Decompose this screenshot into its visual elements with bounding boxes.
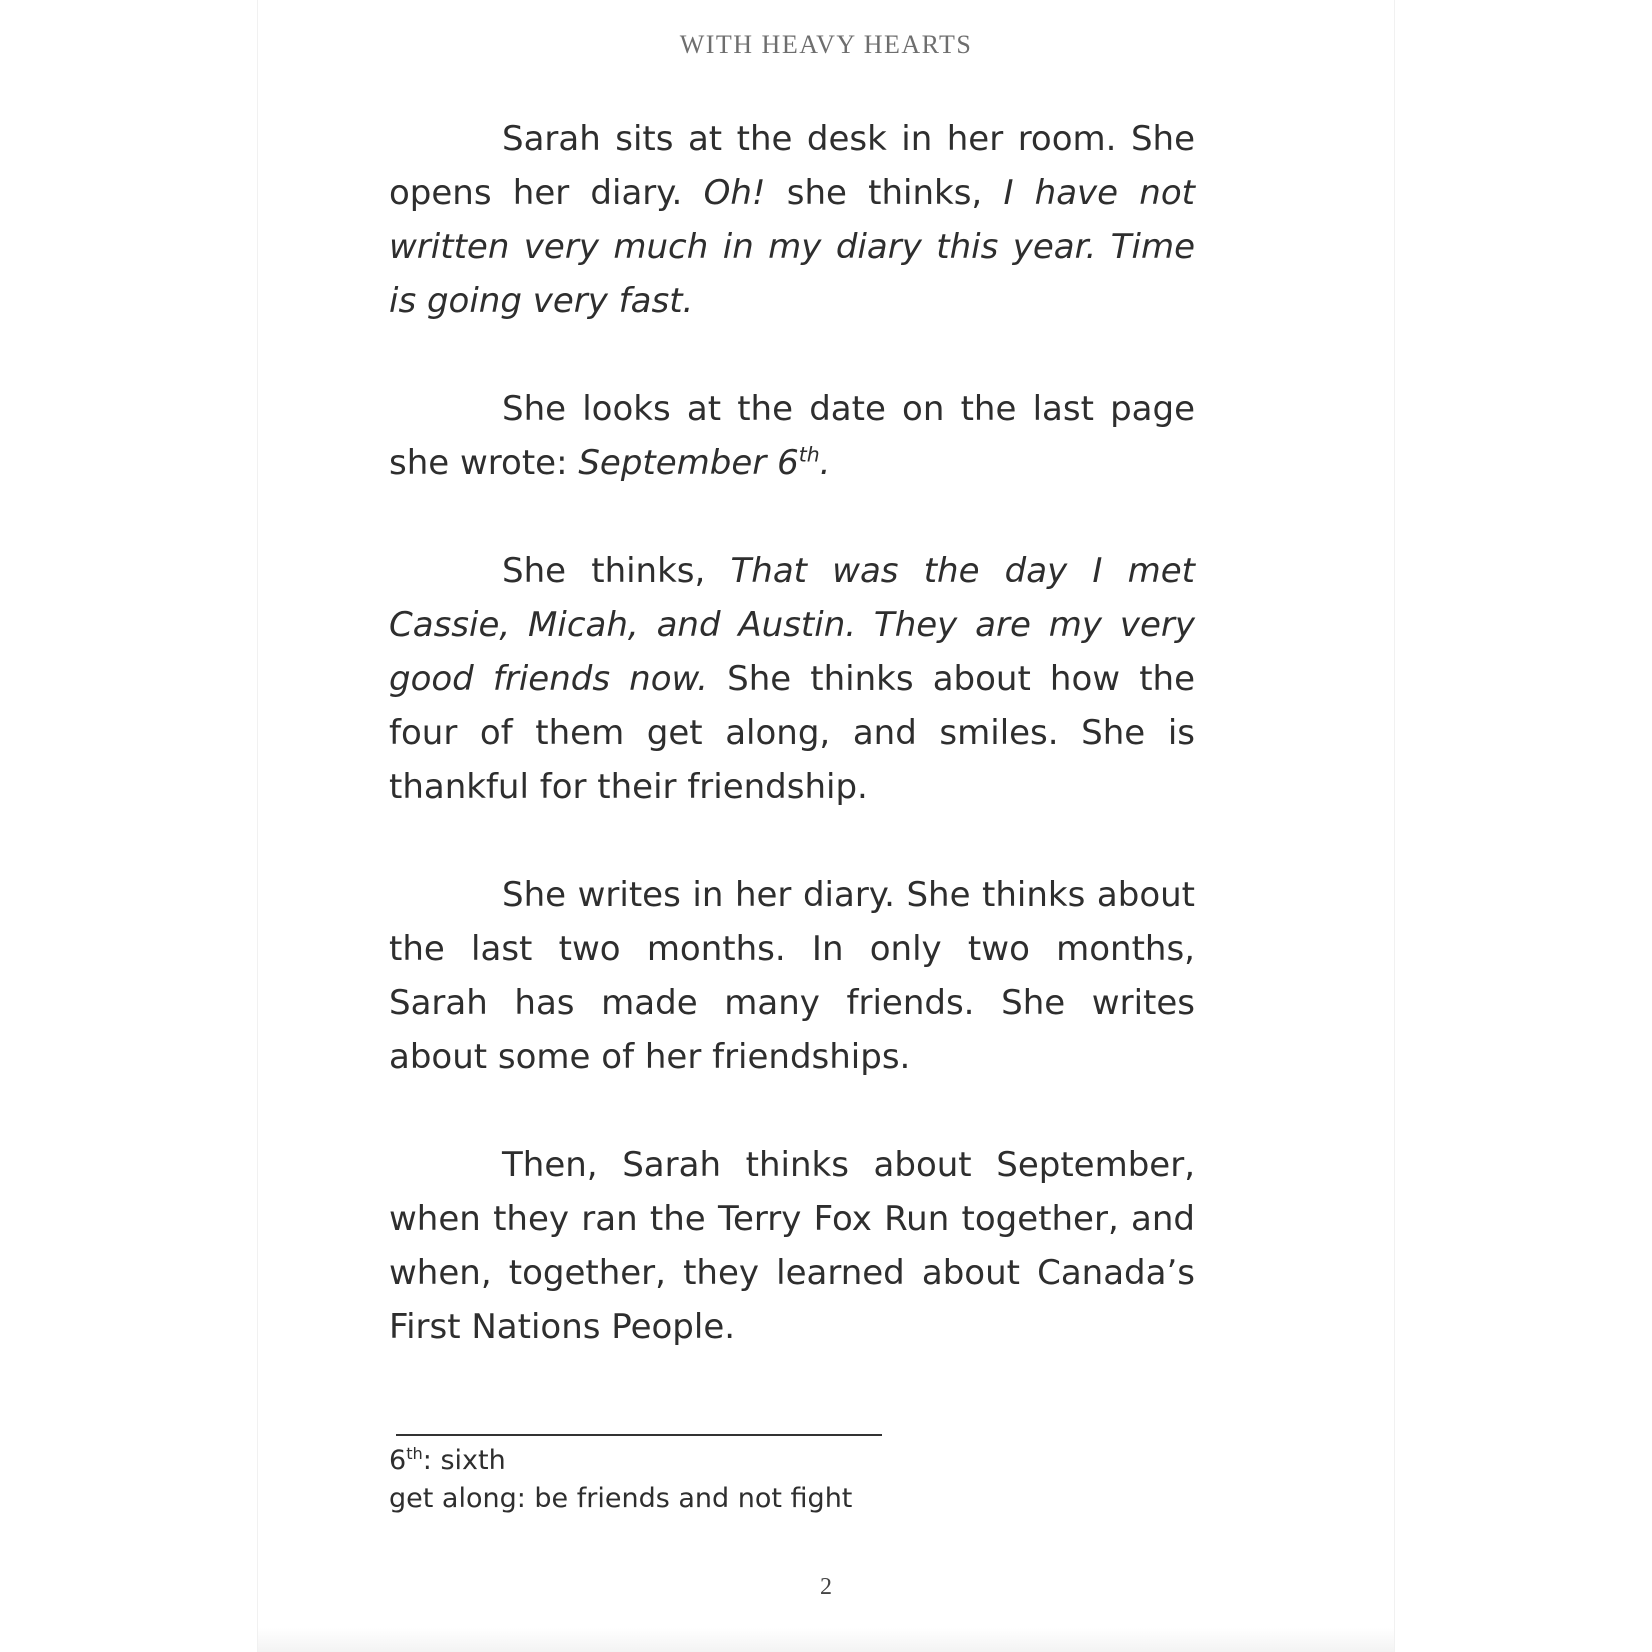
paragraph-3-italic-b: That was the day I met Cassie, Micah, and Austin. They are my very good friends now. (389, 551, 1195, 699)
paragraph-2-text-a: She looks at the date on the last page she wrote: (389, 389, 1195, 483)
paragraph-2-italic-date (578, 443, 830, 483)
paragraph-1-italic-d: I have not written very much in my diary this year. Time is going very fast. (389, 173, 1195, 321)
footnote-1-ordinal: th (406, 1444, 423, 1463)
paragraph-3 (389, 544, 1195, 814)
body-text (389, 112, 1195, 1408)
paragraph-3-text-c: She thinks about how the four of them get along, and smiles. She is thankful for their friendship. (389, 659, 1196, 807)
paragraph-1-italic-b: Oh! (703, 173, 766, 213)
footnote-1-term: 6 (389, 1445, 407, 1476)
footnote-1-definition: : sixth (422, 1445, 506, 1476)
paragraph-1-text-c: she thinks, (765, 173, 1004, 213)
paragraph-1-text-a: Sarah sits at the desk in her room. She opens her diary. (389, 119, 1195, 213)
paragraph-1 (389, 112, 1195, 328)
footnote-2: get along: be friends and not fight (389, 1483, 853, 1514)
paragraph-4: She writes in her diary. She thinks about the last two months. In only two months, Sarah has made many friends. She writes about some of her friendships. (389, 875, 1195, 1077)
next-page-edge (258, 1628, 1394, 1652)
footnote-1 (389, 1442, 852, 1480)
paragraph-2-date-text: September 6 (578, 443, 799, 483)
page-number: 2 (820, 1574, 832, 1600)
paragraph-5: Then, Sarah thinks about September, when they ran the Terry Fox Run together, and when, together, they learned about Canada’s First Nations People. (389, 1145, 1195, 1347)
paragraph-2-date-ordinal: th (798, 442, 820, 467)
footnotes (389, 1442, 852, 1518)
paragraph-3-text-a: She thinks, (502, 551, 731, 591)
paragraph-2 (389, 382, 1195, 490)
paragraph-2-date-period: . (819, 443, 831, 483)
footnote-separator (396, 1434, 882, 1436)
running-header: WITH HEAVY HEARTS (679, 30, 973, 59)
